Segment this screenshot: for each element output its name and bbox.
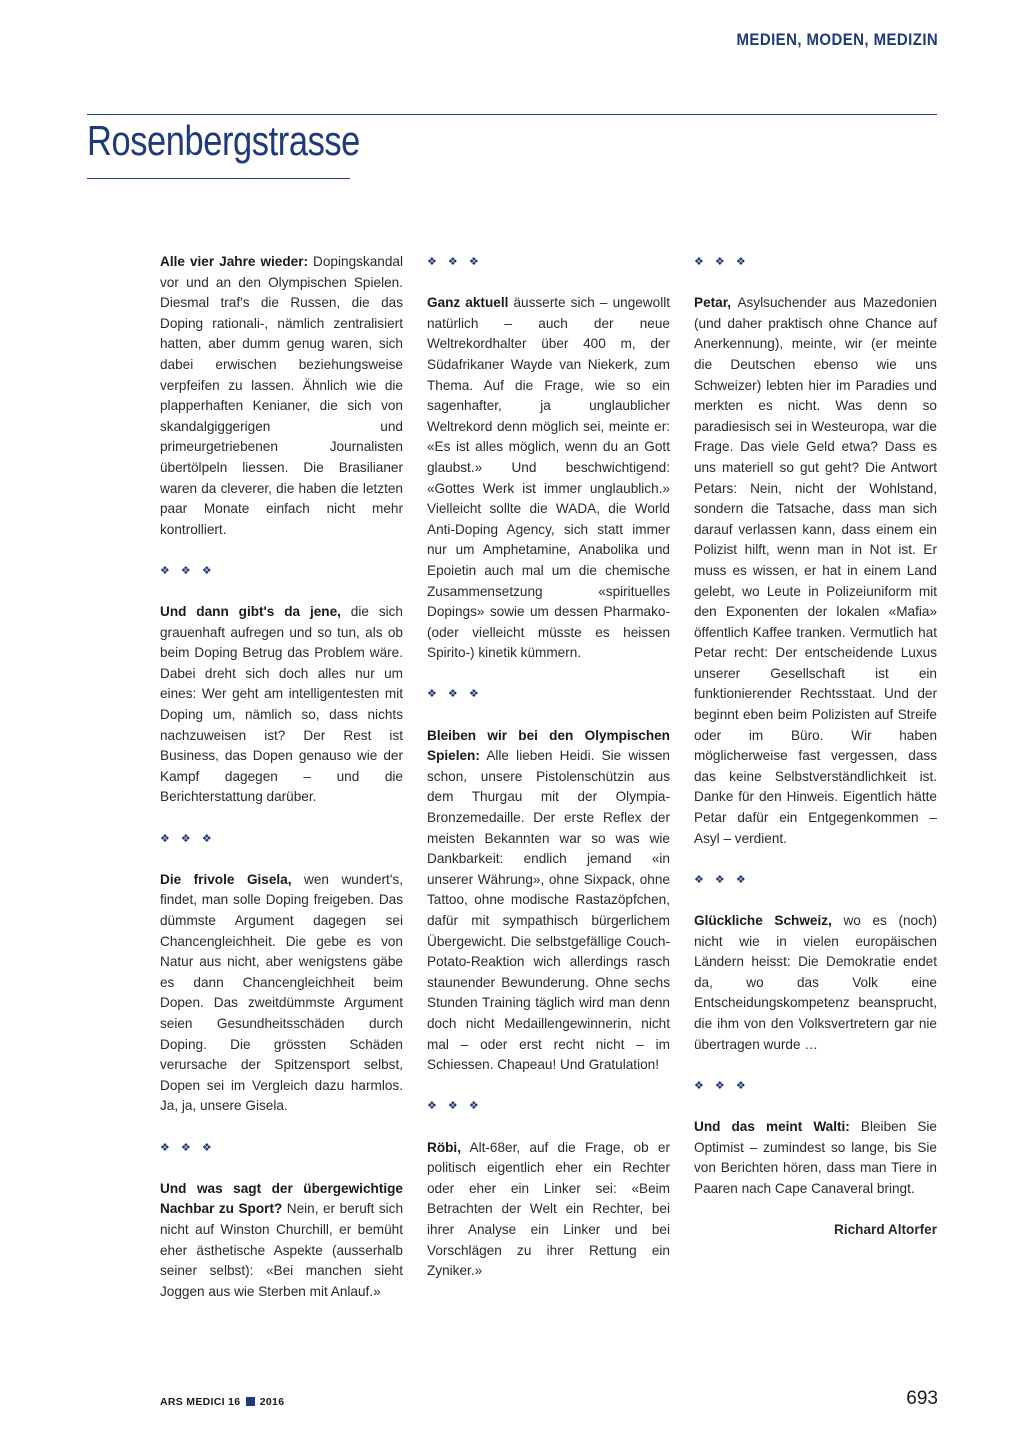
section-divider-ornament: ❖ ❖ ❖ xyxy=(160,1141,216,1154)
section-divider-ornament: ❖ ❖ ❖ xyxy=(694,873,750,886)
paragraph-text: Alt-68er, auf die Frage, ob er politisch eigentlich eher ein Rechter oder eher ein Linker sei: «Beim Betrachten der Welt ein Rechter, bei ihrer Analyse ein Linker und bei Vorschlägen zu ihrer Rettung ein Zyniker.» xyxy=(427,1139,670,1279)
paragraph-text: wen wundert's, findet, man solle Doping freigeben. Das dümmste Argument dagegen sei Chancengleichheit. Die gebe es von Natur aus nicht, aber wenigstens gäbe es dann Chancengleichheit beim Dopen. Das zweitdümmste Argument seien Gesundheitsschäden durch Doping. Die grössten Schäden verursache der Spitzensport selbst, Dopen sei im Vergleich dazu harmlos. Ja, ja, unsere Gisela. xyxy=(160,871,403,1114)
paragraph-lead: Bleiben wir bei den Olympischen Spielen: xyxy=(427,727,670,764)
footer-square-icon xyxy=(246,1397,255,1406)
paragraph-text: Nein, er beruft sich nicht auf Winston Churchill, er bemüht eher ästhetische Aspekte (ausserhalb seiner selbst): «Bei manchen sieht Joggen aus wie Sterben mit Anlauf.» xyxy=(160,1201,403,1299)
paragraph-lead: Röbi, xyxy=(427,1139,461,1155)
paragraph xyxy=(694,1117,937,1199)
paragraph xyxy=(160,1179,403,1303)
paragraph xyxy=(427,1138,670,1282)
section-divider-ornament: ❖ ❖ ❖ xyxy=(694,1079,750,1092)
paragraph-text: äusserte sich – ungewollt natürlich – auch der neue Weltrekordhalter über 400 m, der Südafrikaner Wayde van Niekerk, zum Thema. Auf die Frage, wie so ein sagenhafter, ja unglaublicher Weltrekord denn möglich sei, meinte er: «Es ist alles möglich, wenn du an Gott glaubst.» Und beschwichtigend: «Gottes Werk ist immer unglaublich.» Vielleicht sollte die WADA, die World Anti-Doping Agency, sich statt immer nur um Amphetamine, Anabolika und Epoietin auch mal um die chemische Zusammensetzung «spirituelles Dopings» sowie um dessen Pharmako- (oder vielleicht müsste es heissen Spirito-) kinetik kümmern. xyxy=(427,295,671,661)
section-divider-ornament: ❖ ❖ ❖ xyxy=(427,1100,483,1113)
section-divider-ornament: ❖ ❖ ❖ xyxy=(427,256,483,268)
paragraph-text: wo es (noch) nicht wie in vielen europäischen Ländern heisst: Die Demokratie endet da, wo das Volk eine Entscheidungskompetenz beansprucht, die ihm von den Volksvertretern gar nie übertragen wurde … xyxy=(694,913,937,1052)
paragraph xyxy=(160,870,403,1117)
section-divider-ornament: ❖ ❖ ❖ xyxy=(427,688,483,701)
paragraph-lead: Petar, xyxy=(694,295,732,311)
title-rule xyxy=(87,178,350,179)
paragraph-lead: Alle vier Jahre wieder: xyxy=(160,254,309,269)
paragraph-text: Asylsuchender aus Mazedonien (und daher praktisch ohne Chance auf Anerkennung), meinte, wir (er meinte die Deutschen ebenso wie uns Schweizer) lebten hier im Paradies und merkten es nicht. Was denn so paradiesisch sei in Westeuropa, war die Frage. Das viele Geld etwa? Dass es uns materiell so gut geht? Die Antwort Petars: Nein, nicht der Wohlstand, sondern die Tatsache, dass man sich darauf verlassen kann, dass einem ein Polizist hilft, wenn man in Not ist. Er muss es wissen, er hat in einem Land gelebt, wo Leute in Polizeiuniform mit den Exponenten der lokalen «Mafia» öffentlich Kaffee tranken. Vermutlich hat Petar recht: Der entscheidende Luxus unserer Gesellschaft ist ein funktionierender Rechtsstaat. Und der beginnt eben beim Polizisten auf Streife oder im Büro. Wir haben möglicherweise fast vergessen, dass das keine Selbstverständlichkeit ist. Danke für den Hinweis. Eigentlich hätte Petar dafür ein Entgegenkommen – Asyl – verdient. xyxy=(694,295,937,846)
footer-publication xyxy=(160,1396,284,1408)
publication-name: ARS MEDICI 16 xyxy=(160,1396,241,1408)
article-column-3 xyxy=(694,252,937,1241)
paragraph xyxy=(427,293,670,664)
publication-year: 2016 xyxy=(259,1396,285,1408)
article-title: Rosenbergstrasse xyxy=(87,117,360,164)
paragraph xyxy=(160,252,403,540)
paragraph xyxy=(427,726,670,1076)
paragraph-text: Dopingskandal vor und an den Olympischen Spielen. Diesmal traf's die Russen, die das Doping rationali-, nämlich zentralisiert hatten, aber dumm genug waren, sich dabei erwischen beziehungsweise verpfeifen zu lassen. Ähnlich wie die plapperhaften Kenianer, die sich von skandalgiggerigen und primeurgetriebenen Journalisten übertölpeln liessen. Die Brasilianer waren da cleverer, die haben die letzten paar Monate einfach nicht mehr kontrolliert. xyxy=(160,254,403,537)
paragraph-lead: Glückliche Schweiz, xyxy=(694,913,832,928)
section-divider-ornament: ❖ ❖ ❖ xyxy=(160,564,216,577)
paragraph xyxy=(694,293,937,849)
paragraph-text: Alle lieben Heidi. Sie wissen schon, unsere Pistolenschützin aus dem Thurgau mit der Olympia-Bronzemedaille. Der erste Reflex der meisten Bekannten war so was wie Dankbarkeit: endlich jemand «in unserer Währung», ohne Sixpack, ohne Tattoo, ohne modische Rastazöpfchen, dafür mit sympathisch bürgerlichem Übergewicht. Die selbstgefällige Couch-Potato-Reaktion wich allerdings rasch staunender Bewunderung. Ohne sechs Stunden Training täglich wird man denn doch nicht Medaillengewinnerin, nicht mal – oder erst recht nicht – im Schiessen. Chapeau! Und Gratulation! xyxy=(427,748,670,1073)
section-header: MEDIEN, MODEN, MEDIZIN xyxy=(736,30,938,49)
page-number: 693 xyxy=(906,1388,938,1409)
paragraph-lead: Und das meint Walti: xyxy=(694,1118,850,1134)
paragraph-text: die sich grauenhaft aufregen und so tun, als ob beim Doping Betrug das Problem wäre. Dabei dreht sich doch alles nur um eines: Wer geht am intelligentesten mit Doping um, nämlich so, dass nichts nachzuweisen ist? Der Rest ist Business, das Dopen genauso wie der Kampf dagegen – und die Berichterstattung darüber. xyxy=(160,604,403,805)
section-divider-ornament: ❖ ❖ ❖ xyxy=(160,832,216,845)
article-column-1 xyxy=(160,252,403,1302)
author-signature: Richard Altorfer xyxy=(834,1221,937,1237)
paragraph-text: Bleiben Sie Optimist – zumindest so lange, bis Sie von Berichten hören, dass man Tiere in Paaren nach Cape Canaveral bringt. xyxy=(694,1118,937,1196)
top-rule xyxy=(87,114,937,115)
paragraph-lead: Und was sagt der übergewichtige Nachbar zu Sport? xyxy=(160,1180,403,1217)
section-divider-ornament: ❖ ❖ ❖ xyxy=(694,256,750,268)
paragraph-lead: Ganz aktuell xyxy=(427,295,509,311)
paragraph xyxy=(694,911,937,1055)
paragraph xyxy=(160,602,403,808)
article-column-2 xyxy=(427,252,670,1282)
paragraph-lead: Und dann gibt's da jene, xyxy=(160,604,341,620)
paragraph-lead: Die frivole Gisela, xyxy=(160,871,292,887)
